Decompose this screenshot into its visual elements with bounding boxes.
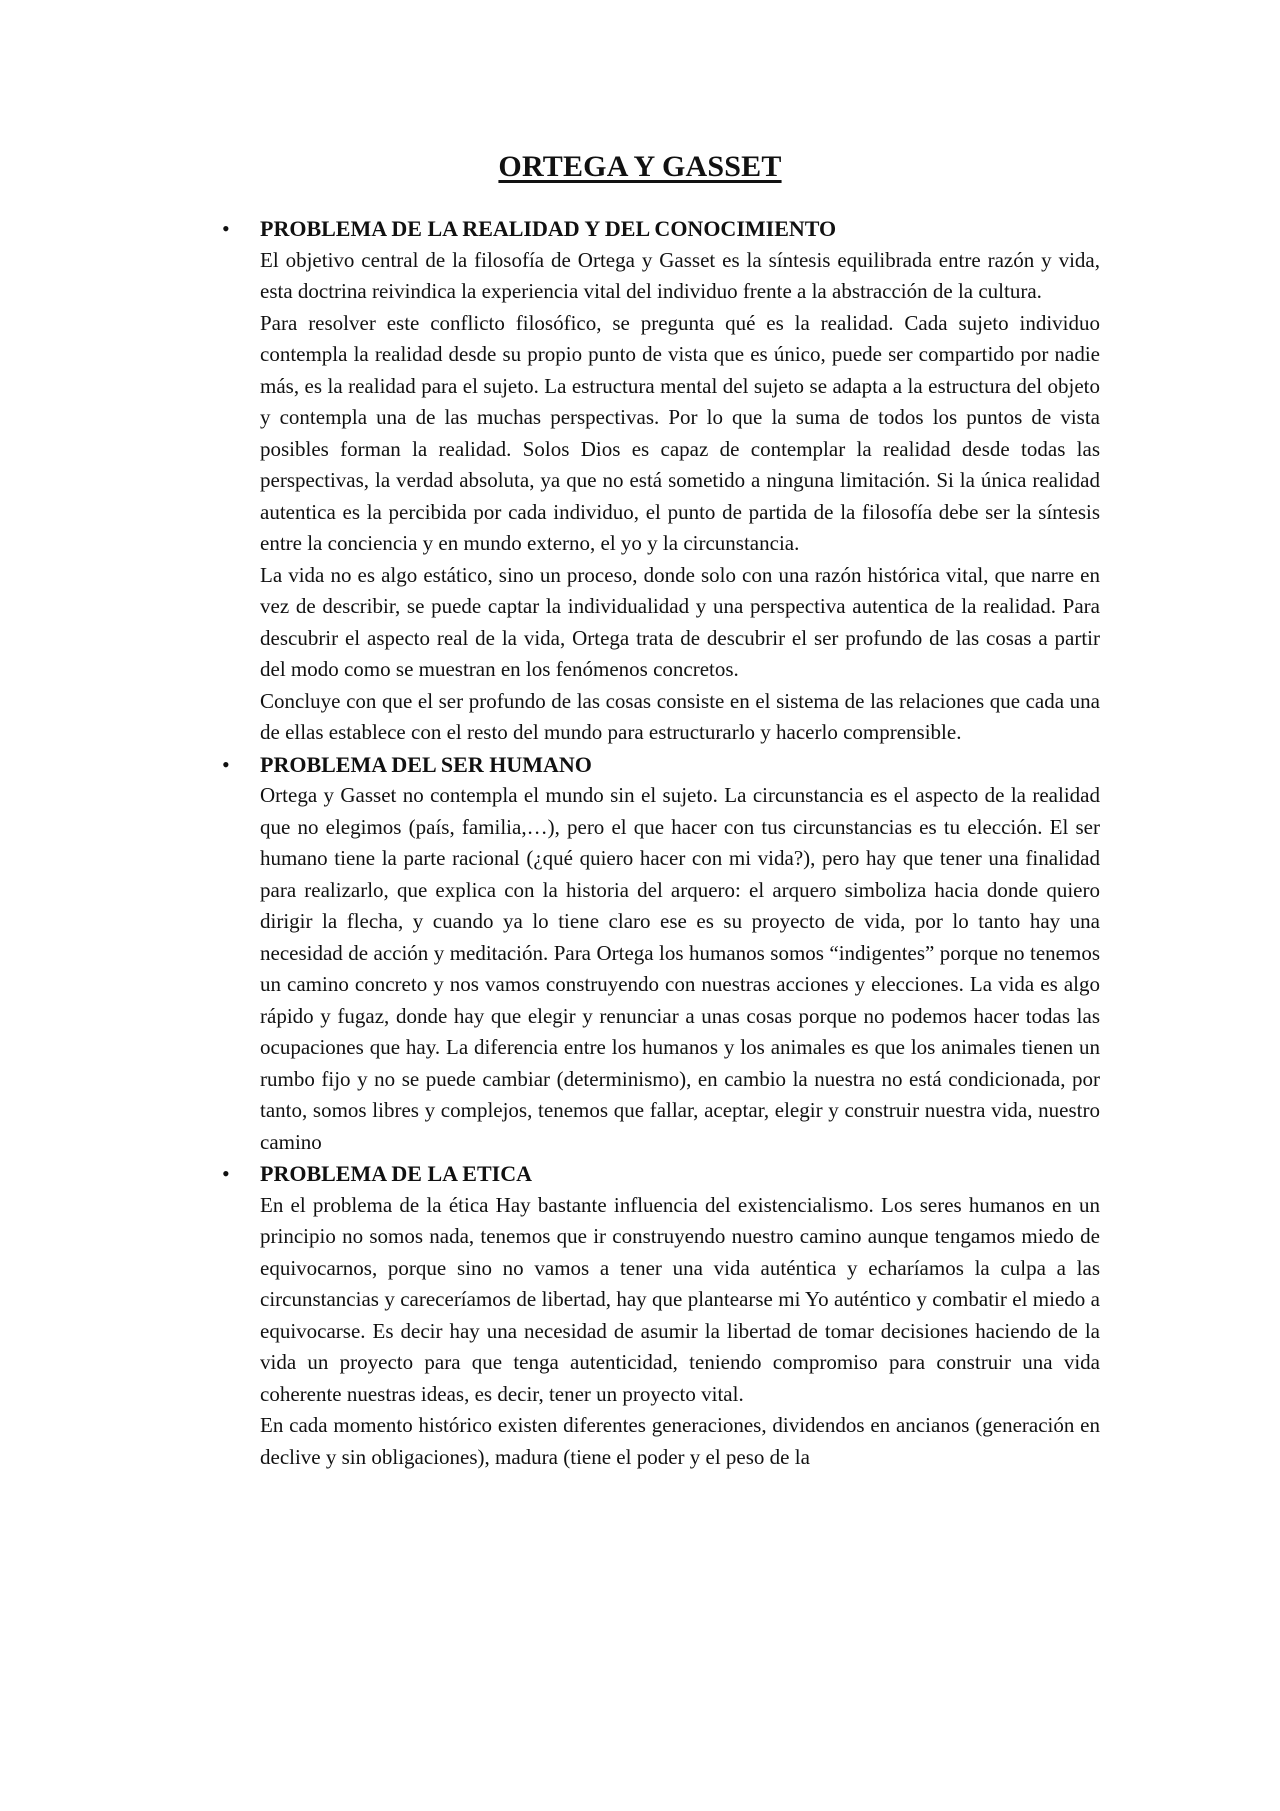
section-heading: PROBLEMA DE LA REALIDAD Y DEL CONOCIMIENTO xyxy=(260,216,837,241)
bullet-icon: • xyxy=(222,1161,230,1186)
section-heading: PROBLEMA DEL SER HUMANO xyxy=(260,751,592,777)
paragraph: En cada momento histórico existen diferentes generaciones, dividendos en ancianos (generación en declive y sin obligaciones), madura (tiene el poder y el peso de la xyxy=(260,1413,1100,1469)
bullet-icon: • xyxy=(222,751,230,777)
paragraph: El objetivo central de la filosofía de Ortega y Gasset es la síntesis equilibrada entre razón y vida, esta doctrina reivindica la experiencia vital del individuo frente a la abstracción de la cultura. xyxy=(260,247,1100,303)
paragraph: Concluye con que el ser profundo de las cosas consiste en el sistema de las relaciones que cada una de ellas establece con el resto del mundo para estructurarlo y hacerlo comprensible. xyxy=(260,688,1100,744)
paragraph: Ortega y Gasset no contempla el mundo sin el sujeto. La circunstancia es el aspecto de la realidad que no elegimos (país, familia,…), pero el que hacer con tus circunstancias es tu elección. El ser humano tiene la parte racional (¿qué quiero hacer con mi vida?), pero hay que tener una finalidad para realizarlo, que explica con la historia del arquero: el arquero simboliza hacia donde quiero dirigir la flecha, y cuando ya lo tiene claro ese es su proyecto de vida, por lo tanto hay una necesidad de acción y meditación. Para Ortega los humanos somos “indigentes” porque no tenemos un camino concreto y nos vamos construyendo con nuestras acciones y elecciones. La vida es algo rápido y fugaz, donde hay que elegir y renunciar a unas cosas porque no podemos hacer todas las ocupaciones que hay. La diferencia entre los humanos y los animales es que los animales tienen un rumbo fijo y no se puede cambiar (determinismo), en cambio la nuestra no está condicionada, por tanto, somos libres y complejos, tenemos que fallar, aceptar, elegir y construir nuestra vida, nuestro camino xyxy=(260,783,1100,1154)
bullet-icon: • xyxy=(222,216,230,241)
section-realidad-conocimiento xyxy=(222,213,1100,749)
document-title: ORTEGA Y GASSET xyxy=(498,150,782,183)
paragraph: Para resolver este conflicto filosófico, se pregunta qué es la realidad. Cada sujeto individuo contempla la realidad desde su propio punto de vista que es único, puede ser compartido por nadie más, es la realidad para el sujeto. La estructura mental del sujeto se adapta a la estructura del objeto y contempla una de las muchas perspectivas. Por lo que la suma de todos los puntos de vista posibles forman la realidad. Solos Dios es capaz de contemplar la realidad desde todas las perspectivas, la verdad absoluta, ya que no está sometido a ninguna limitación. Si la única realidad autentica es la percibida por cada individuo, el punto de partida de la filosofía debe ser la síntesis entre la conciencia y en mundo externo, el yo y la circunstancia. xyxy=(260,310,1100,555)
paragraph: La vida no es algo estático, sino un proceso, donde solo con una razón histórica vital, que narre en vez de describir, se puede captar la individualidad y una perspectiva autentica de la realidad. Para descubrir el aspecto real de la vida, Ortega trata de descubrir el ser profundo de las cosas a partir del modo como se muestran en los fenómenos concretos. xyxy=(260,562,1100,681)
document-body xyxy=(222,213,1100,1473)
section-etica xyxy=(222,1158,1100,1473)
section-ser-humano xyxy=(222,749,1100,1159)
section-heading: PROBLEMA DE LA ETICA xyxy=(260,1161,532,1186)
paragraph: En el problema de la ética Hay bastante influencia del existencialismo. Los seres humanos en un principio no somos nada, tenemos que ir construyendo nuestro camino aunque tengamos miedo de equivocarnos, porque sino no vamos a tener una vida auténtica y echaríamos la culpa a las circunstancias y careceríamos de libertad, hay que plantearse mi Yo auténtico y combatir el miedo a equivocarse. Es decir hay una necesidad de asumir la libertad de tomar decisiones haciendo de la vida un proyecto para que tenga autenticidad, teniendo compromiso para construir una vida coherente nuestras ideas, es decir, tener un proyecto vital. xyxy=(260,1192,1100,1406)
